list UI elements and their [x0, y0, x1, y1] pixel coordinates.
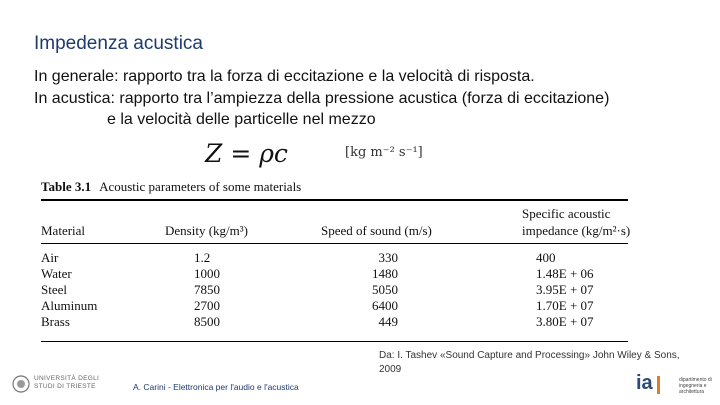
- header-density: Density (kg/m³): [165, 223, 248, 238]
- table-cell-material: Steel: [41, 282, 67, 297]
- table-cell-impedance: 1.70E + 07: [536, 298, 594, 313]
- impedance-units: [kg m⁻² s⁻¹]: [345, 145, 423, 160]
- table-number: Table 3.1: [41, 179, 92, 194]
- table-cell-material: Aluminum: [41, 298, 98, 313]
- header-speed: Speed of sound (m/s): [321, 223, 432, 238]
- table-cell-density: 7850: [194, 282, 220, 297]
- table-cell-impedance: 3.80E + 07: [536, 314, 594, 329]
- table-top-rule: [41, 199, 628, 201]
- table-cell-material: Water: [41, 266, 72, 281]
- header-material: Material: [41, 223, 86, 238]
- header-impedance-line1: Specific acoustic: [522, 206, 611, 221]
- definition-general: In generale: rapporto tra la forza di eccitazione e la velocità di risposta.: [34, 68, 535, 85]
- footer-course: A. Carini - Elettronica per l'audio e l'acustica: [133, 382, 299, 392]
- university-name: UNIVERSITÀ DEGLI STUDI DI TRIESTE: [34, 375, 100, 390]
- table-caption: [41, 179, 301, 195]
- definition-acoustics: In acustica: rapporto tra l’ampiezza della pressione acustica (forza di eccitazione): [34, 90, 610, 107]
- table-cell-density: 8500: [194, 314, 220, 329]
- table-cell-speed: 1480: [372, 266, 398, 281]
- university-seal-icon: [12, 374, 30, 394]
- table-cell-impedance: 400: [536, 250, 556, 265]
- table-header-rule: [41, 243, 628, 244]
- table-cell-density: 1.2: [194, 250, 211, 265]
- table-cell-impedance: 1.48E + 06: [536, 266, 594, 281]
- department-logo-icon: ia: [636, 372, 653, 394]
- table-cell-speed: 6400: [372, 298, 398, 313]
- source-citation: Da: I. Tashev «Sound Capture and Processing» John Wiley & Sons, 2009: [379, 350, 680, 375]
- definition-acoustics-cont: e la velocità delle particelle nel mezzo: [107, 111, 376, 128]
- table-cell-speed: 330: [378, 250, 398, 265]
- table-cell-density: 1000: [194, 266, 220, 281]
- table-cell-density: 2700: [194, 298, 220, 313]
- department-logo-bars-icon: [657, 374, 675, 396]
- table-bottom-rule: [41, 341, 628, 342]
- department-name: dipartimento di ingegneria e architettura: [679, 377, 712, 395]
- impedance-formula: Z = ρc: [205, 139, 288, 168]
- slide-title: Impedenza acustica: [34, 33, 203, 54]
- table-cell-impedance: 3.95E + 07: [536, 282, 594, 297]
- table-cell-speed: 449: [378, 314, 398, 329]
- table-caption-text: Acoustic parameters of some materials: [99, 179, 302, 194]
- header-impedance-line2: impedance (kg/m²·s): [522, 223, 631, 238]
- table-cell-material: Brass: [41, 314, 70, 329]
- table-cell-material: Air: [41, 250, 59, 265]
- table-cell-speed: 5050: [372, 282, 398, 297]
